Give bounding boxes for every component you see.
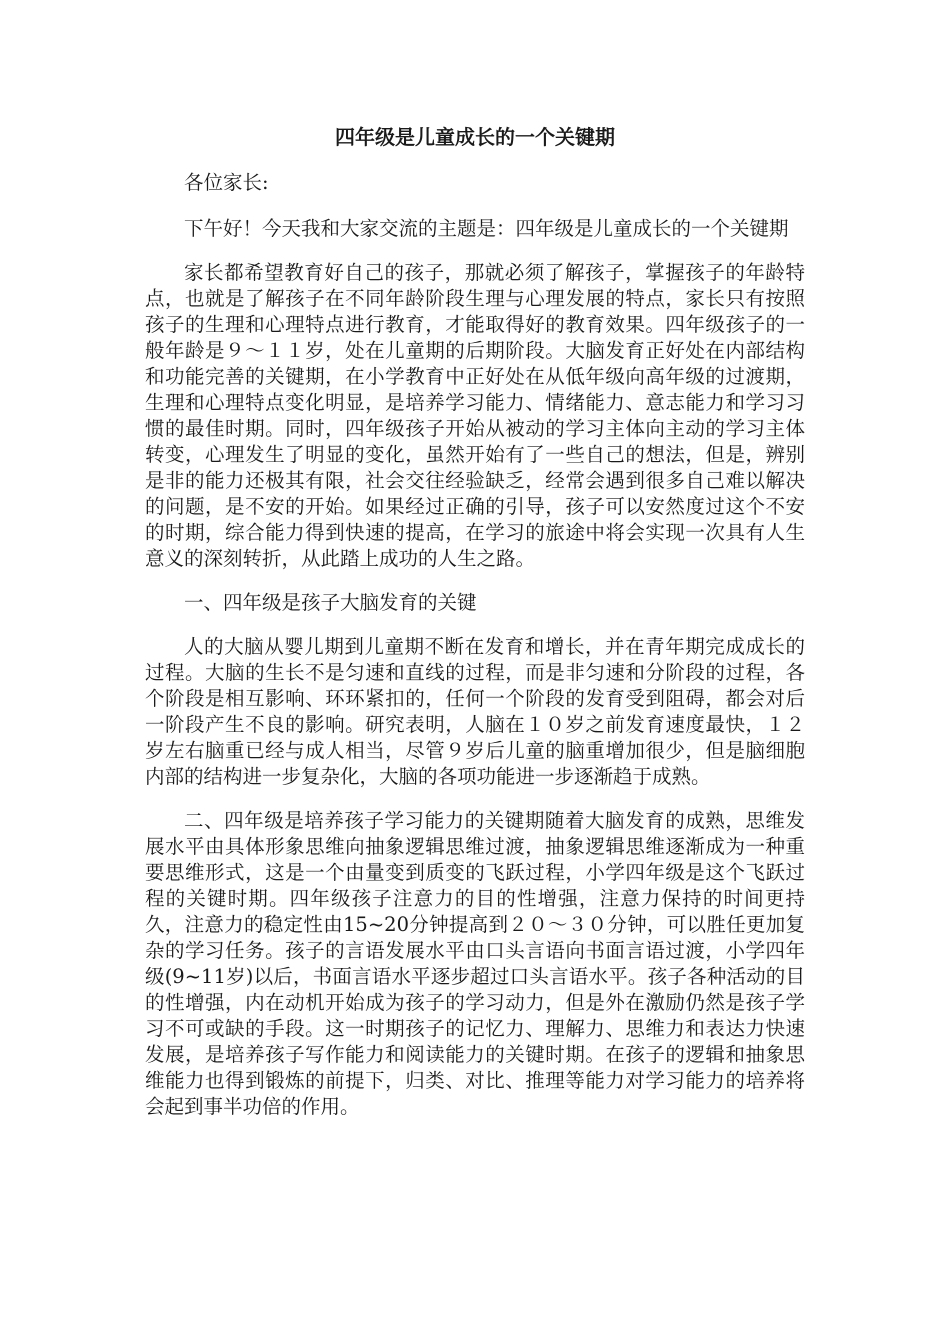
section-heading-1: 一、四年级是孩子大脑发育的关键 [184,591,477,614]
document-body [145,170,805,1138]
document-title: 四年级是儿童成长的一个关键期 [335,125,615,149]
paragraph-1: 家长都希望教育好自己的孩子，那就必须了解孩子，掌握孩子的年龄特点，也就是了解孩子在不同年龄阶段生理与心理发展的特点，家长只有按照孩子的生理和心理特点进行教育，才能取得好的教育效果。四年级孩子的一般年龄是９～１１岁，处在儿童期的后期阶段。大脑发育正好处在内部结构和功能完善的关键期，在小学教育中正好处在从低年级向高年级的过渡期，生理和心理特点变化明显，是培养学习能力、情绪能力、意志能力和学习习惯的最佳时期。同时，四年级孩子开始从被动的学习主体向主动的学习主体转变，心理发生了明显的变化，虽然开始有了一些自己的想法，但是，辨别是非的能力还极其有限，社会交往经验缺乏，经常会遇到很多自己难以解决的问题，是不安的开始。如果经过正确的引导，孩子可以安然度过这个不安的时期，综合能力得到快速的提高，在学习的旅途中将会实现一次具有人生意义的深刻转折，从此踏上成功的人生之路。 [145,261,805,570]
paragraph-2: 人的大脑从婴儿期到儿童期不断在发育和增长，并在青年期完成成长的过程。大脑的生长不是匀速和直线的过程，而是非匀速和分阶段的过程，各个阶段是相互影响、环环紧扣的，任何一个阶段的发育受到阻碍，都会对后一阶段产生不良的影响。研究表明，人脑在１０岁之前发育速度最快，１２岁左右脑重已经与成人相当，尽管９岁后儿童的脑重增加很少，但是脑细胞内部的结构进一步复杂化，大脑的各项功能进一步逐渐趋于成熟。 [145,635,805,788]
paragraph-3: 二、四年级是培养孩子学习能力的关键期随着大脑发育的成熟，思维发展水平由具体形象思维向抽象逻辑思维过渡，抽象逻辑思维逐渐成为一种重要思维形式，这是一个由量变到质变的飞跃过程，小学四年级是这个飞跃过程的关键时期。四年级孩子注意力的目的性增强，注意力保持的时间更持久，注意力的稳定性由15~20分钟提高到２０～３０分钟，可以胜任更加复杂的学习任务。孩子的言语发展水平由口头言语向书面言语过渡，小学四年级(9~11岁)以后，书面言语水平逐步超过口头言语水平。孩子各种活动的目的性增强，内在动机开始成为孩子的学习动力，但是外在激励仍然是孩子学习不可或缺的手段。这一时期孩子的记忆力、理解力、思维力和表达力快速发展，是培养孩子写作能力和阅读能力的关键时期。在孩子的逻辑和抽象思维能力也得到锻炼的前提下，归类、对比、推理等能力对学习能力的培养将会起到事半功倍的作用。 [145,809,805,1118]
intro-paragraph: 下午好！今天我和大家交流的主题是：四年级是儿童成长的一个关键期 [184,217,789,240]
greeting: 各位家长: [184,171,269,194]
